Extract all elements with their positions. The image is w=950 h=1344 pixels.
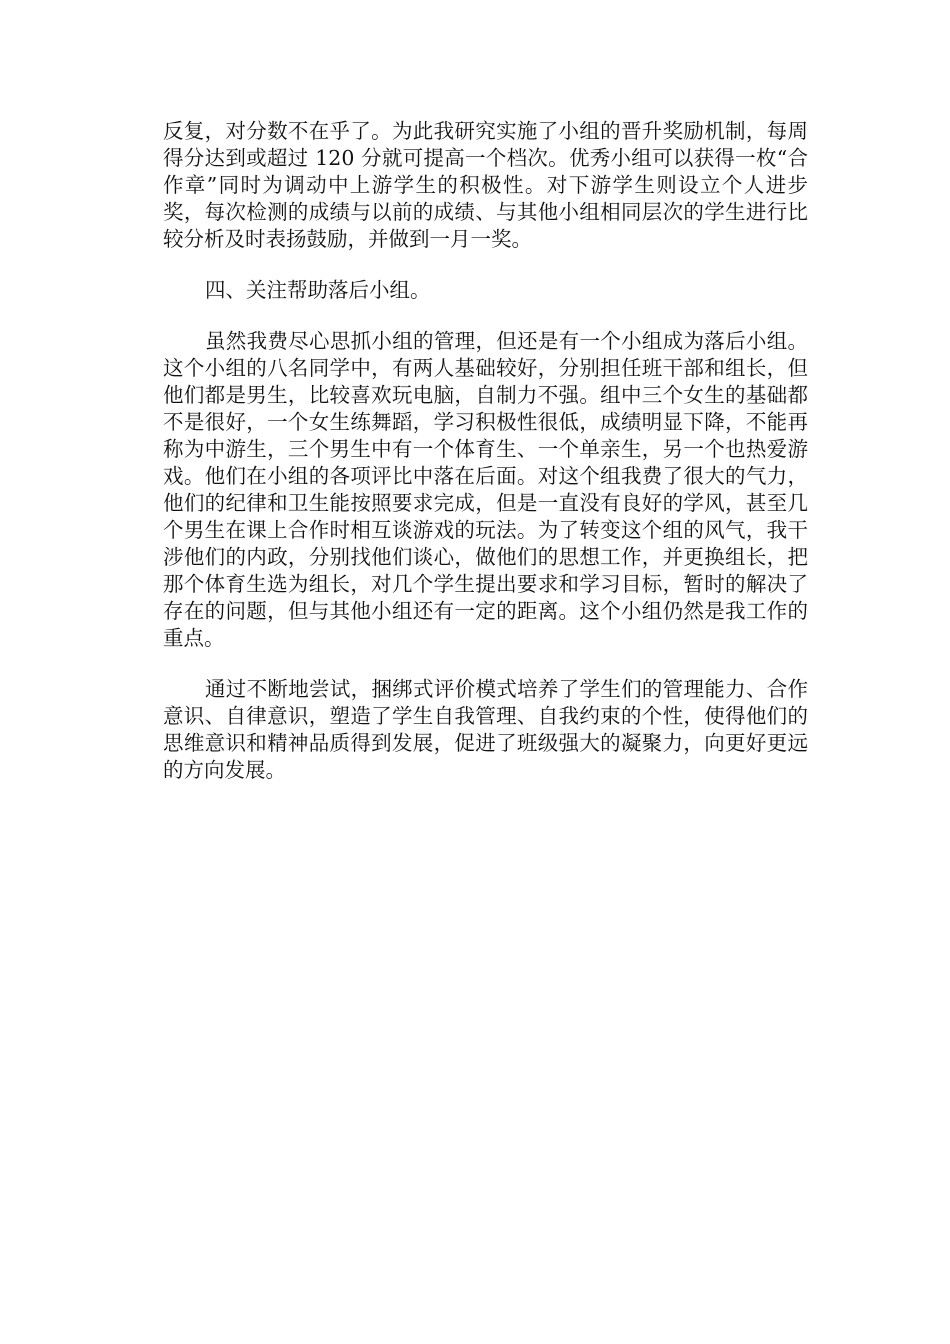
document-body	[163, 118, 808, 808]
paragraph-lagging-group: 虽然我费尽心思抓小组的管理，但还是有一个小组成为落后小组。这个小组的八名同学中，有两人基础较好，分别担任班干部和组长，但他们都是男生，比较喜欢玩电脑，自制力不强。组中三个女生的基础都不是很好，一个女生练舞蹈，学习积极性很低，成绩明显下降，不能再称为中游生，三个男生中有一个体育生、一个单亲生，另一个也热爱游戏。他们在小组的各项评比中落在后面。对这个组我费了很大的气力，他们的纪律和卫生能按照要求完成，但是一直没有良好的学风，甚至几个男生在课上合作时相互谈游戏的玩法。为了转变这个组的风气，我干涉他们的内政，分别找他们谈心，做他们的思想工作，并更换组长，把那个体育生选为组长，对几个学生提出要求和学习目标，暂时的解决了存在的问题，但与其他小组还有一定的距离。这个小组仍然是我工作的重点。	[163, 329, 808, 650]
section-heading: 四、关注帮助落后小组。	[205, 278, 431, 302]
paragraph-conclusion: 通过不断地尝试，捆绑式评价模式培养了学生们的管理能力、合作意识、自律意识，塑造了学生自我管理、自我约束的个性，使得他们的思维意识和精神品质得到发展，促进了班级强大的凝聚力，向更好更远的方向发展。	[163, 677, 808, 782]
paragraph-continuation: 反复，对分数不在乎了。为此我研究实施了小组的晋升奖励机制，每周得分达到或超过 120 分就可提高一个档次。优秀小组可以获得一枚“合作章”同时为调动中上游学生的积极性。对下游学生则设立个人进步奖，每次检测的成绩与以前的成绩、与其他小组相同层次的学生进行比较分析及时表扬鼓励，并做到一月一奖。	[163, 119, 808, 251]
